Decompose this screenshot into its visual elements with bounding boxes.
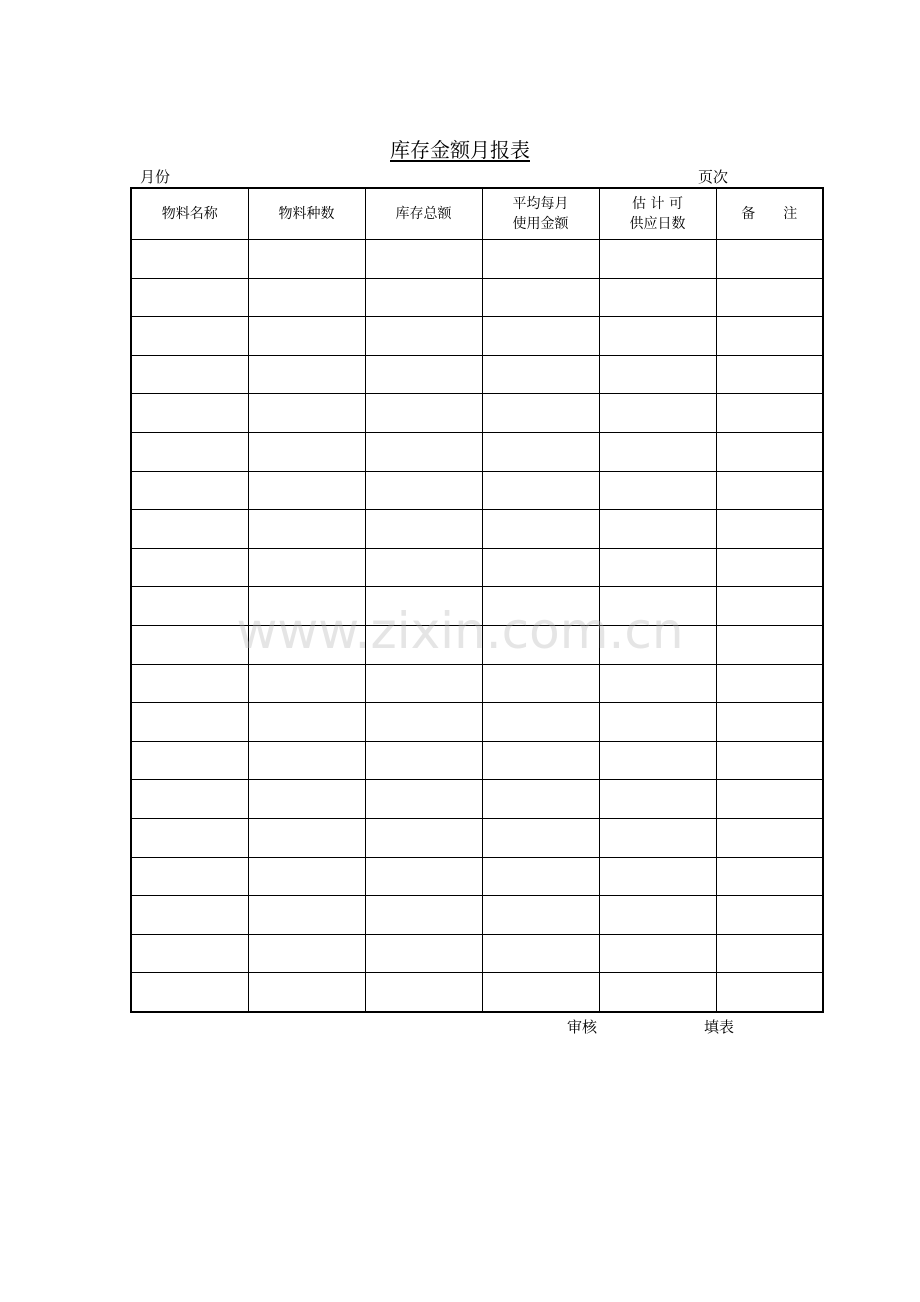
- table-row: [131, 240, 823, 279]
- table-cell[interactable]: [599, 741, 716, 780]
- table-cell[interactable]: [716, 432, 823, 471]
- table-row: [131, 741, 823, 780]
- table-cell[interactable]: [248, 432, 365, 471]
- table-cell[interactable]: [365, 240, 482, 279]
- table-cell[interactable]: [131, 317, 248, 356]
- table-cell[interactable]: [482, 548, 599, 587]
- table-cell[interactable]: [248, 471, 365, 510]
- table-row: [131, 934, 823, 973]
- table-cell[interactable]: [365, 818, 482, 857]
- table-cell[interactable]: [131, 432, 248, 471]
- table-cell[interactable]: [365, 664, 482, 703]
- month-label: 月份: [140, 168, 171, 186]
- table-row: [131, 625, 823, 664]
- table-cell[interactable]: [599, 317, 716, 356]
- table-row: [131, 355, 823, 394]
- table-cell[interactable]: [482, 934, 599, 973]
- table-cell[interactable]: [248, 896, 365, 935]
- table-cell[interactable]: [599, 278, 716, 317]
- table-cell[interactable]: [131, 741, 248, 780]
- table-cell[interactable]: [599, 857, 716, 896]
- table-row: [131, 818, 823, 857]
- header-estimated-supply-days: 估 计 可 供应日数: [599, 188, 716, 240]
- table-cell[interactable]: [599, 625, 716, 664]
- table-cell[interactable]: [248, 780, 365, 819]
- table-cell[interactable]: [716, 780, 823, 819]
- table-cell[interactable]: [248, 548, 365, 587]
- table-cell[interactable]: [248, 240, 365, 279]
- table-cell[interactable]: [365, 857, 482, 896]
- table-cell[interactable]: [716, 240, 823, 279]
- table-cell[interactable]: [716, 587, 823, 626]
- table-cell[interactable]: [599, 432, 716, 471]
- table-cell[interactable]: [599, 934, 716, 973]
- table-cell[interactable]: [248, 934, 365, 973]
- table-row: [131, 548, 823, 587]
- table-cell[interactable]: [482, 857, 599, 896]
- table-row: [131, 780, 823, 819]
- table-cell[interactable]: [482, 394, 599, 433]
- table-row: [131, 510, 823, 549]
- watermark: www.zixin.com.cn: [236, 602, 684, 660]
- table-cell[interactable]: [131, 394, 248, 433]
- table-row: [131, 587, 823, 626]
- table-cell[interactable]: [248, 818, 365, 857]
- table-cell[interactable]: [131, 896, 248, 935]
- table-row: [131, 973, 823, 1012]
- table-cell[interactable]: [365, 703, 482, 742]
- table-cell[interactable]: [599, 703, 716, 742]
- table-cell[interactable]: [482, 780, 599, 819]
- table-cell[interactable]: [599, 587, 716, 626]
- table-cell[interactable]: [716, 317, 823, 356]
- header-total-inventory: 库存总额: [365, 188, 482, 240]
- table-cell[interactable]: [482, 510, 599, 549]
- table-cell[interactable]: [599, 510, 716, 549]
- table-cell[interactable]: [248, 857, 365, 896]
- table-cell[interactable]: [365, 355, 482, 394]
- table-cell[interactable]: [248, 664, 365, 703]
- table-cell[interactable]: [482, 664, 599, 703]
- table-cell[interactable]: [365, 934, 482, 973]
- table-cell[interactable]: [365, 973, 482, 1012]
- table-row: [131, 317, 823, 356]
- table-cell[interactable]: [131, 240, 248, 279]
- page-label: 页次: [698, 168, 729, 186]
- table-cell[interactable]: [365, 587, 482, 626]
- table-cell[interactable]: [482, 432, 599, 471]
- table-cell[interactable]: [716, 934, 823, 973]
- table-row: [131, 471, 823, 510]
- table-cell[interactable]: [131, 510, 248, 549]
- table-cell[interactable]: [716, 664, 823, 703]
- table-row: [131, 432, 823, 471]
- table-cell[interactable]: [248, 587, 365, 626]
- table-cell[interactable]: [365, 278, 482, 317]
- table-cell[interactable]: [248, 741, 365, 780]
- table-header-row: [131, 188, 823, 240]
- header-material-name: 物料名称: [131, 188, 248, 240]
- table-cell[interactable]: [716, 394, 823, 433]
- fill-label: 填表: [704, 1018, 735, 1036]
- table-cell[interactable]: [599, 394, 716, 433]
- table-cell[interactable]: [716, 471, 823, 510]
- table-cell[interactable]: [599, 240, 716, 279]
- table-cell[interactable]: [482, 896, 599, 935]
- table-cell[interactable]: [716, 857, 823, 896]
- table-cell[interactable]: [365, 432, 482, 471]
- report-title: [0, 136, 920, 164]
- inventory-table: [130, 187, 824, 1013]
- table-cell[interactable]: [365, 780, 482, 819]
- table-cell[interactable]: [599, 896, 716, 935]
- table-body: [131, 240, 823, 1012]
- table-cell[interactable]: [716, 278, 823, 317]
- table-row: [131, 857, 823, 896]
- table-cell[interactable]: [248, 394, 365, 433]
- report-title-text: 库存金额月报表: [390, 138, 530, 162]
- table-cell[interactable]: [599, 664, 716, 703]
- table-cell[interactable]: [248, 278, 365, 317]
- table-cell[interactable]: [365, 394, 482, 433]
- table-cell[interactable]: [482, 818, 599, 857]
- table-row: [131, 896, 823, 935]
- table-cell[interactable]: [131, 355, 248, 394]
- table-cell[interactable]: [131, 664, 248, 703]
- table-cell[interactable]: [599, 780, 716, 819]
- review-label: 审核: [567, 1018, 598, 1036]
- table-cell[interactable]: [131, 548, 248, 587]
- table-cell[interactable]: [716, 510, 823, 549]
- table-cell[interactable]: [482, 625, 599, 664]
- table-cell[interactable]: [248, 510, 365, 549]
- table-cell[interactable]: [599, 548, 716, 587]
- table-cell[interactable]: [248, 317, 365, 356]
- table-cell[interactable]: [131, 973, 248, 1012]
- table-cell[interactable]: [482, 317, 599, 356]
- table-cell[interactable]: [599, 973, 716, 1012]
- table-cell[interactable]: [482, 355, 599, 394]
- table-cell[interactable]: [131, 703, 248, 742]
- table-cell[interactable]: [131, 857, 248, 896]
- table-cell[interactable]: [482, 703, 599, 742]
- table-cell[interactable]: [482, 741, 599, 780]
- table-cell[interactable]: [365, 471, 482, 510]
- table-row: [131, 664, 823, 703]
- header-avg-monthly-usage: 平均每月 使用金额: [482, 188, 599, 240]
- table-cell[interactable]: [365, 896, 482, 935]
- table-cell[interactable]: [482, 278, 599, 317]
- table-cell[interactable]: [599, 818, 716, 857]
- table-cell[interactable]: [599, 471, 716, 510]
- table-cell[interactable]: [716, 625, 823, 664]
- table-cell[interactable]: [131, 934, 248, 973]
- table-cell[interactable]: [131, 471, 248, 510]
- table-cell[interactable]: [248, 355, 365, 394]
- table-cell[interactable]: [716, 548, 823, 587]
- table-cell[interactable]: [131, 818, 248, 857]
- table-cell[interactable]: [131, 780, 248, 819]
- table-row: [131, 278, 823, 317]
- table-cell[interactable]: [131, 587, 248, 626]
- table-row: [131, 394, 823, 433]
- table-cell[interactable]: [716, 741, 823, 780]
- table-cell[interactable]: [482, 240, 599, 279]
- table-cell[interactable]: [716, 703, 823, 742]
- table-cell[interactable]: [365, 625, 482, 664]
- header-remarks: 备 注: [716, 188, 823, 240]
- table-cell[interactable]: [365, 548, 482, 587]
- table-cell[interactable]: [248, 703, 365, 742]
- table-cell[interactable]: [365, 317, 482, 356]
- table-row: [131, 703, 823, 742]
- table-cell[interactable]: [482, 587, 599, 626]
- table-cell[interactable]: [716, 896, 823, 935]
- table-cell[interactable]: [131, 278, 248, 317]
- table-cell[interactable]: [482, 471, 599, 510]
- table-cell[interactable]: [131, 625, 248, 664]
- table-cell[interactable]: [365, 741, 482, 780]
- header-material-types: 物料种数: [248, 188, 365, 240]
- table-cell[interactable]: [365, 510, 482, 549]
- table-cell[interactable]: [716, 818, 823, 857]
- table-cell[interactable]: [248, 625, 365, 664]
- table-cell[interactable]: [716, 355, 823, 394]
- table-cell[interactable]: [599, 355, 716, 394]
- table-cell[interactable]: [716, 973, 823, 1012]
- table-cell[interactable]: [248, 973, 365, 1012]
- table-cell[interactable]: [482, 973, 599, 1012]
